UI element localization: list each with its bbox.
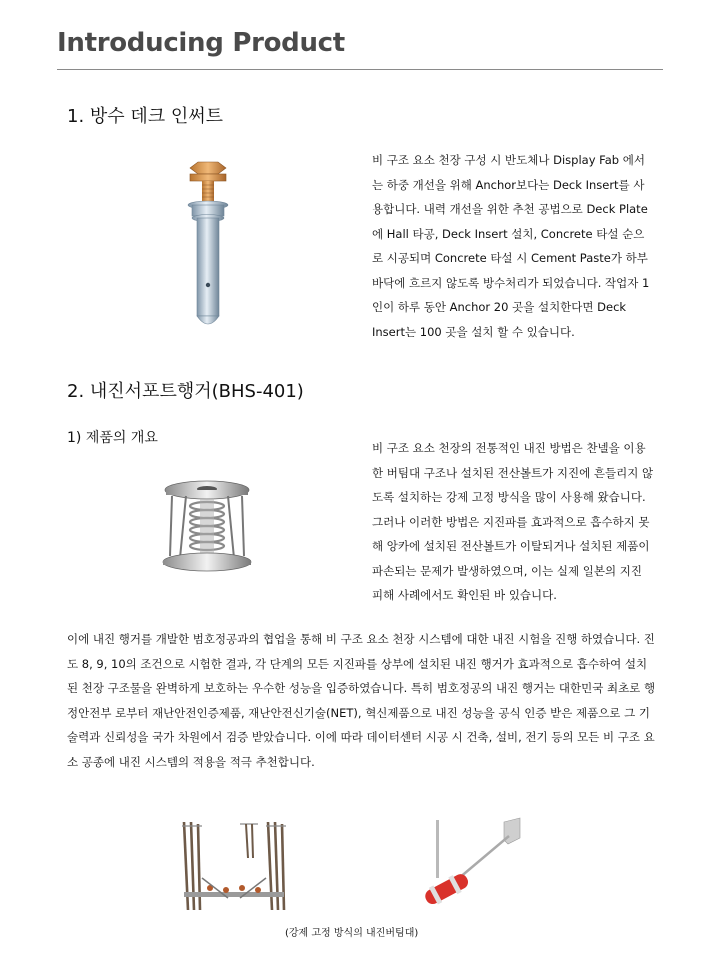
section2-subheading: 1) 제품의 개요 (67, 430, 158, 446)
title-divider (57, 69, 663, 70)
forced-fixing-brace-image (178, 818, 290, 916)
section2-body-right: 비 구조 요소 천장의 전통적인 내진 방법은 찬넬을 이용한 버팀대 구조나 설치된 전산볼트가 지진에 흔들리지 않도록 설치하는 강제 고정 방식을 많이 사용해 왔습니다. 그러나 이러한 방법은 지진파를 효과적으로 흡수하지 못해 앙카에 설치된 전산볼트가 이탈되거나 설치된 제품이 파손되는 문제가 발생하였으며, 이는 실제 일본의 지진 피해 사례에서도 확인된 바 있습니다. (372, 441, 654, 602)
seismic-hanger-image (162, 478, 252, 578)
section1-heading: 1. 방수 데크 인써트 (67, 106, 224, 127)
page-title: Introducing Product (57, 28, 345, 58)
figure-caption: (강제 고정 방식의 내진버팀대) (285, 928, 419, 939)
section2-body-full: 이에 내진 행거를 개발한 범호정공과의 협업을 통해 비 구조 요소 천장 시스템에 대한 내진 시험을 진행 하였습니다. 진도 8, 9, 10의 조건으로 시험한 결과, 각 단계의 모든 지진파를 상부에 설치된 내진 행거가 효과적으로 흡수하여 설치된 천장 구조물을 완벽하게 보호하는 우수한 성능을 입증하였습니다. 특히 범호정공의 내진 행거는 대한민국 최초로 행정안전부 로부터 재난안전인증제품, 재난안전신기술(NET), 혁신제품으로 내진 성능을 공식 인증 받은 제품으로 그 기술력과 신뢰성을 국가 차원에서 검증 받았습니다. 이에 따라 데이터센터 시공 시 건축, 설비, 전기 등의 모든 비 구조 요소 공종에 내진 시스템의 적용을 적극 추천합니다. (67, 632, 656, 769)
deck-insert-image (178, 160, 238, 335)
section2-heading: 2. 내진서포트행거(BHS-401) (67, 381, 304, 402)
section1-body: 비 구조 요소 천장 구성 시 반도체나 Display Fab 에서는 하중 개선을 위해 Anchor보다는 Deck Insert를 사용합니다. 내력 개선을 위한 추천 공법으로 Deck Plate에 Hall 타공, Deck Insert 설치, Concrete 타설 순으로 시공되며 Concrete 타설 시 Cement Paste가 하부 바닥에 흐르지 않도록 방수처리가 되었습니다. 작업자 1인이 하루 동안 Anchor 20 곳을 설치한다면 Deck Insert는 100 곳을 설치 할 수 있습니다. (372, 153, 650, 339)
seismic-brace-pipe-image (416, 818, 528, 918)
